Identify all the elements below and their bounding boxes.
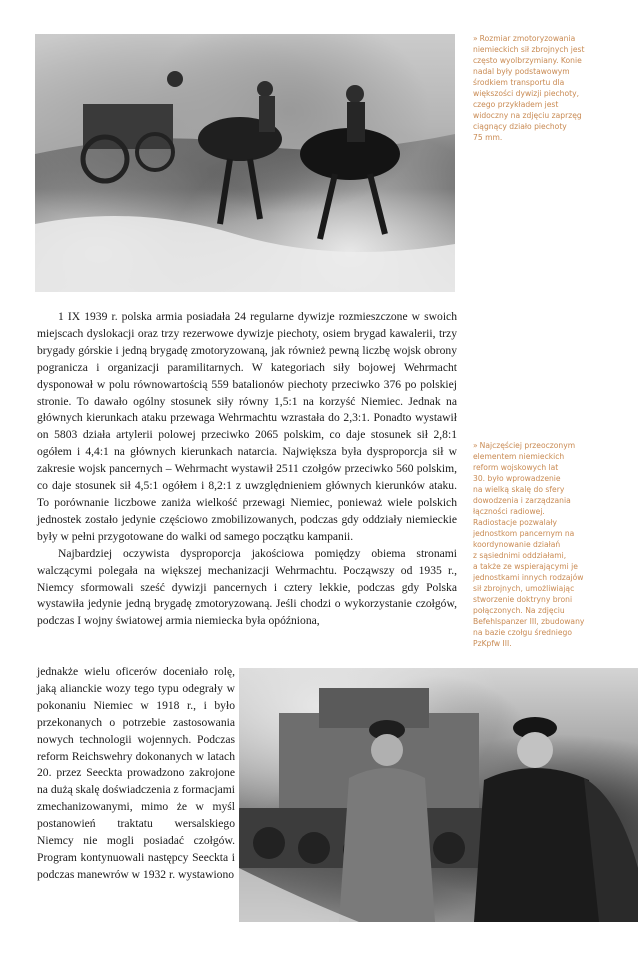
caption-line: na wielką skalę do sfery: [473, 485, 565, 494]
caption-line: niemieckich sił zbrojnych jest: [473, 45, 585, 54]
paragraph-2: Najbardziej oczywista dysproporcja jakościowa pomiędzy obiema stronami walczącymi polegała na większej mechanizacji Wehrmachtu. Począwszy od 1935 r., Niemcy sformowali sześć dywizji pancernych i cztery lekkie, podczas gdy Polska wystawiła jedynie jedną brygadę zmotoryzowaną. Jeśli chodzi o wykorzystanie czołgów, podczas I wojny światowej armia niemiecka była opóźniona,: [37, 546, 457, 628]
caption-line: ciągnący działo piechoty: [473, 122, 567, 131]
caption-line: większości dywizji piechoty,: [473, 89, 580, 98]
body-text-narrow-column: [37, 664, 235, 884]
horse-team-photo: [35, 34, 455, 292]
caption-line: stworzenie doktryny broni: [473, 595, 573, 604]
caption-line: Radiostacje pozwalały: [473, 518, 558, 527]
caption-line: reform wojskowych lat: [473, 463, 559, 472]
caption-line: 75 mm.: [473, 133, 503, 142]
body-text: [37, 309, 457, 630]
caption-line: łączności radiowej.: [473, 507, 545, 516]
caption-line: Najczęściej przeoczonym: [479, 441, 576, 450]
paragraph-2-continued: jednakże wielu oficerów doceniało rolę, jaką alianckie wozy tego typu odegrały w pokonaniu Niemiec w 1918 r., i było przekonanych o potrzebie zastosowania nowych technologii wojennych. Podczas reform Reichswehry dokonanych w latach 20. przez Seeckta prowadzono zakrojone na dużą skalę doświadczenia z formacjami zmechanizowanymi, mimo że w myśl postanowień traktatu wersalskiego Niemcy nie mogli posiadać czołgów. Program kontynuowali następcy Seeckta i podczas manewrów w 1932 r. wystawiono: [37, 665, 235, 881]
caption-line: nadal były podstawowym: [473, 67, 570, 76]
caption-line: sił zbrojnych, umożliwiając: [473, 584, 575, 593]
caption-line: widoczny na zdjęciu zaprzęg: [473, 111, 582, 120]
caption-line: czego przykładem jest: [473, 100, 559, 109]
paragraph-1: 1 IX 1939 r. polska armia posiadała 24 regularne dywizje rozmieszczone w swoich miejscach dyslokacji oraz trzy rezerwowe dywizje piechoty, osiem brygad kawalerii, trzy brygady górskie i jedną brygadę zmotoryzowaną, jak również pewną liczbę wojsk obrony pogranicza i organizacji paramilitarnych. W kategoriach siły bojowej Wehrmacht dysponował w polu równowartością 559 batalionów piechoty przeciwko 376 po polskiej stronie. To dawało ogólny stosunek siły równy 1,5:1 na korzyść Niemiec. Jednak na głównych kierunkach ataku przewaga Wehrmachtu wzrastała do 2,3:1. Ponadto wystawił on 5803 działa artylerii polowej przeciwko 2065 polskim, co daje stosunek sił 2,8:1 ogółem i 4,4:1 na głównych kierunkach natarcia. Największa była dysproporcja sił w zakresie wojsk pancernych – Wehrmacht wystawił 2511 czołgów przeciwko 560 polskim, co daje stosunek sił 4,5:1 ogółem i 8,2:1 z uwzględnieniem głównych kierunków ataku. To porównanie liczbowe zaniża wielkość przewagi Niemiec, ponieważ wiele polskich jednostek zostało jedynie częściowo zmobilizowanych, podczas gdy oddziały niemieckie były w pełni przygotowane do walki od samego początku kampanii.: [37, 310, 457, 543]
officers-tank-illustration: [239, 668, 638, 922]
caption-line: 30. było wprowadzenie: [473, 474, 561, 483]
caption-line: połączonych. Na zdjęciu: [473, 606, 565, 615]
horse-team-illustration: [35, 34, 455, 292]
caption-line: z sąsiednimi oddziałami,: [473, 551, 567, 560]
caption-line: jednostkami innych rodzajów: [473, 573, 584, 582]
caption-radio-command: [473, 440, 608, 649]
caption-line: a także ze wspierającymi je: [473, 562, 578, 571]
caption-line: Befehlspanzer III, zbudowany: [473, 617, 585, 626]
caption-line: elementem niemieckich: [473, 452, 565, 461]
caption-line: na bazie czołgu średniego: [473, 628, 573, 637]
caption-horse-transport: [473, 33, 608, 143]
caption-line: często wyolbrzymiany. Konie: [473, 56, 582, 65]
caption-line: dowodzenia i zarządzania: [473, 496, 571, 505]
caption-line: PzKpfw III.: [473, 639, 512, 648]
caption-line: Rozmiar zmotoryzowania: [479, 34, 576, 43]
officers-tank-photo: [239, 668, 638, 922]
caption-line: koordynowanie działań: [473, 540, 561, 549]
caption-line: jednostkom pancernym na: [473, 529, 575, 538]
caption-line: środkiem transportu dla: [473, 78, 565, 87]
caption-bullet: »: [473, 441, 478, 450]
caption-bullet: »: [473, 34, 478, 43]
